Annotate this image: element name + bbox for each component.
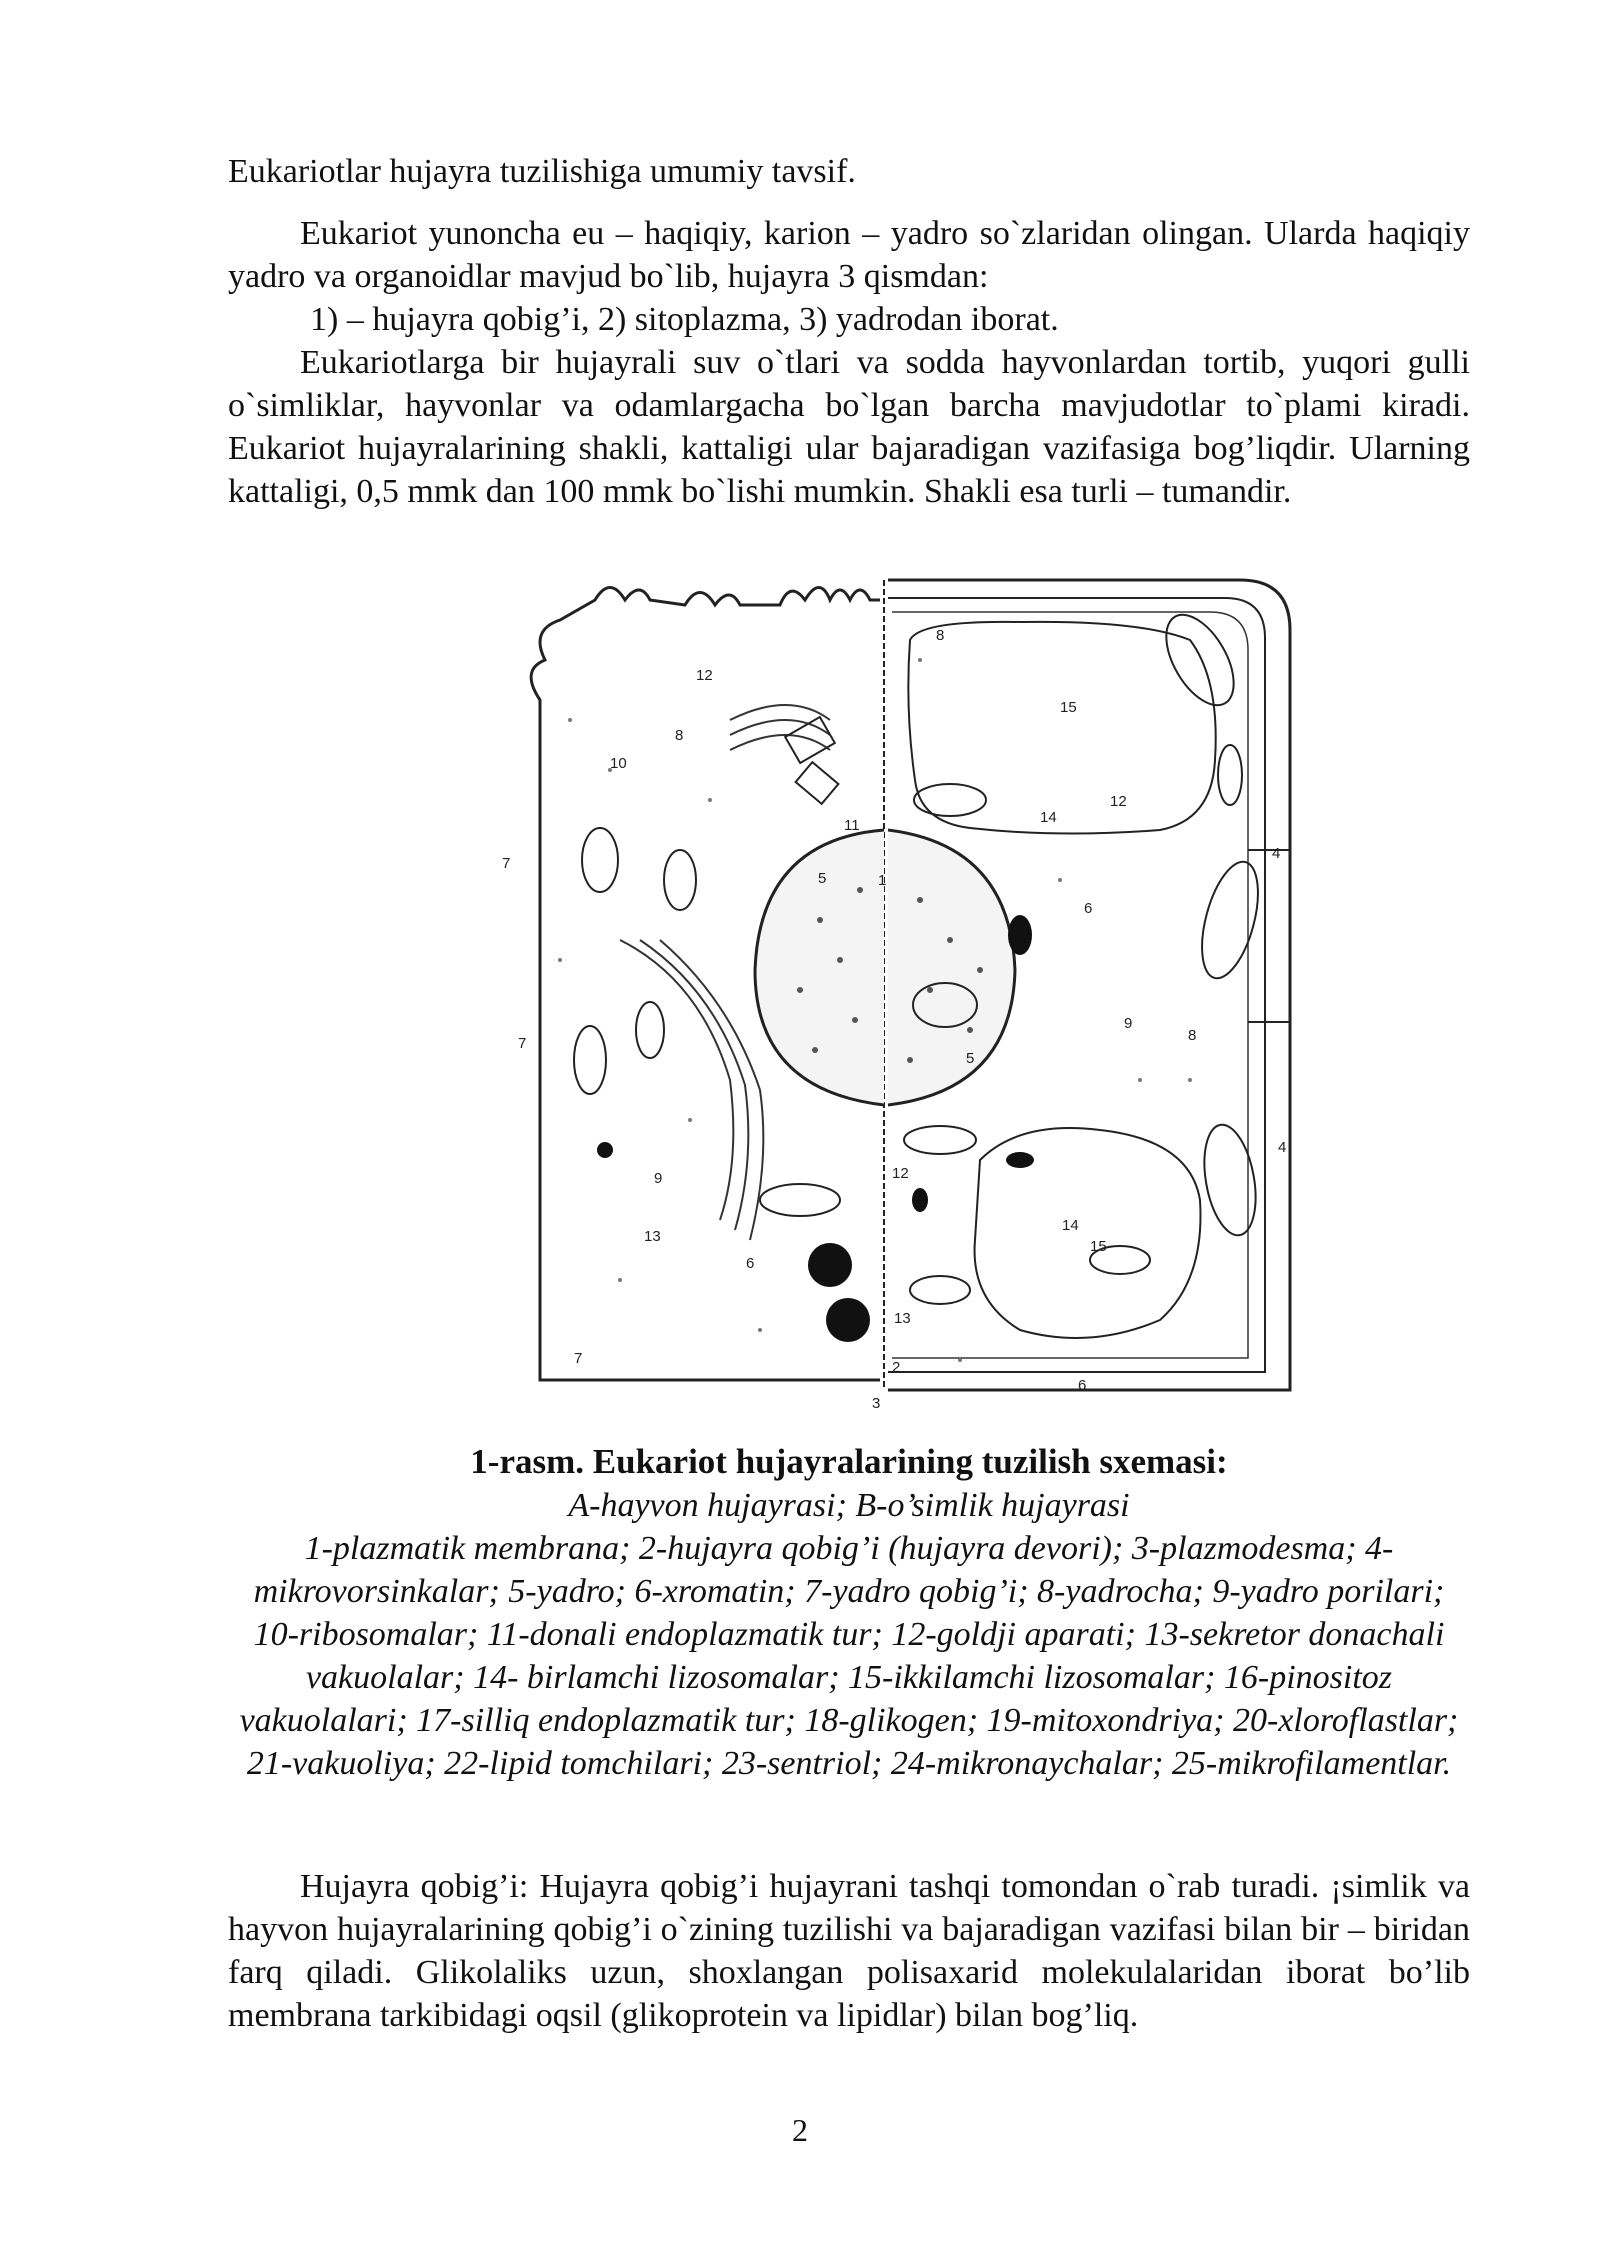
label-6b: 6 — [746, 1255, 755, 1272]
intro-paragraph-1: Eukariot yunoncha eu – haqiqiy, karion – yadro so`zlaridan olingan. Ularda haqiqiy yadro va organoidlar mavjud bo`lib, hujayra 3 qismdan: — [228, 215, 1470, 295]
label-2: 2 — [892, 1359, 901, 1376]
centriole — [785, 717, 838, 804]
label-13b: 13 — [894, 1310, 911, 1327]
label-8: 8 — [675, 727, 684, 744]
label-11: 11 — [844, 817, 860, 834]
section-heading: Eukariotlar hujayra tuzilishiga umumiy tavsif. — [228, 153, 856, 190]
upper-text — [228, 150, 1470, 513]
label-12c: 12 — [892, 1165, 909, 1182]
label-14: 14 — [1040, 809, 1057, 826]
label-15b: 15 — [1090, 1238, 1107, 1255]
label-4b: 4 — [1278, 1139, 1287, 1156]
label-3: 3 — [872, 1395, 881, 1410]
label-7: 7 — [502, 855, 511, 872]
caption-title: 1-rasm. Eukariot hujayralarining tuzilish sxemasi: — [470, 1442, 1228, 1481]
label-5: 5 — [818, 870, 827, 887]
label-15: 15 — [1060, 699, 1077, 716]
label-14b: 14 — [1062, 1217, 1079, 1234]
cell-diagram-svg — [500, 560, 1300, 1410]
caption-legend: 1-plazmatik membrana; 2-hujayra qobig’i (hujayra devori); 3-plazmodesma; 4-mikrovorsinkalar; 5-yadro; 6-xromatin; 7-yadro qobig’i; 8-yadrocha; 9-yadro porilari; 10-ribosomalar; 11-donali endoplazmatik tur; 12-goldji aparati; 13-sekretor donachali vakuolalar; 14- birlamchi lizosomalar; 15-ikkilamchi lizosomalar; 16-pinositoz vakuolalari; 17-silliq endoplazmatik tur; 18-glikogen; 19-mitoxondriya; 20-xloroflastlar; 21-vakuoliya; 22-lipid tomchilari; 23-sentriol; 24-mikronaychalar; 25-mikrofilamentlar. — [239, 1530, 1459, 1782]
label-13: 13 — [644, 1228, 661, 1245]
intro-list-line: 1) – hujayra qobig’i, 2) sitoplazma, 3) yadrodan iborat. — [310, 301, 1059, 338]
label-1: 1 — [878, 872, 887, 889]
lower-paragraph-1: Hujayra qobig’i: Hujayra qobig’i hujayrani tashqi tomondan o`rab turadi. ¡simlik va hayvon hujayralarining qobig’i o`zining tuzilishi va bajaradigan vazifasi bilan bir – biridan farq qiladi. Glikolaliks uzun, shoxlangan polisaxarid molekulalaridan iborat bo’lib membrana tarkibidagi oqsil (glikoprotein va lipidlar) bilan bog’liq. — [228, 1868, 1470, 2034]
label-9b: 9 — [1124, 1015, 1133, 1032]
label-9: 9 — [654, 1170, 663, 1187]
label-6: 6 — [1084, 900, 1093, 917]
label-12: 12 — [696, 667, 713, 684]
label-8c: 8 — [1188, 1027, 1197, 1044]
label-5b: 5 — [966, 1050, 975, 1067]
cell-diagram — [500, 560, 1300, 1410]
caption-subtitle: A-hayvon hujayrasi; B-o’simlik hujayrasi — [568, 1487, 1130, 1524]
label-6c: 6 — [1078, 1377, 1087, 1394]
figure-caption — [228, 1440, 1470, 1785]
label-10: 10 — [610, 755, 627, 772]
label-7c: 7 — [574, 1350, 583, 1367]
label-7b: 7 — [518, 1035, 527, 1052]
lower-text — [228, 1865, 1470, 2037]
nucleus-plant-half — [888, 830, 1015, 1105]
label-4: 4 — [1272, 845, 1281, 862]
intro-paragraph-2: Eukariotlarga bir hujayrali suv o`tlari va sodda hayvonlardan tortib, yuqori gulli o`simliklar, hayvonlar va odamlargacha bo`lgan barcha mavjudotlar to`plami kiradi. Eukariot hujayralarining shakli, kattaligi ular bajaradigan vazifasiga bog’liqdir. Ularning kattaligi, 0,5 mmk dan 100 mmk bo`lishi mumkin. Shakli esa turli – tumandir. — [228, 344, 1470, 510]
label-8b: 8 — [936, 627, 945, 644]
page-number: 2 — [792, 2112, 808, 2148]
label-12b: 12 — [1110, 793, 1127, 810]
